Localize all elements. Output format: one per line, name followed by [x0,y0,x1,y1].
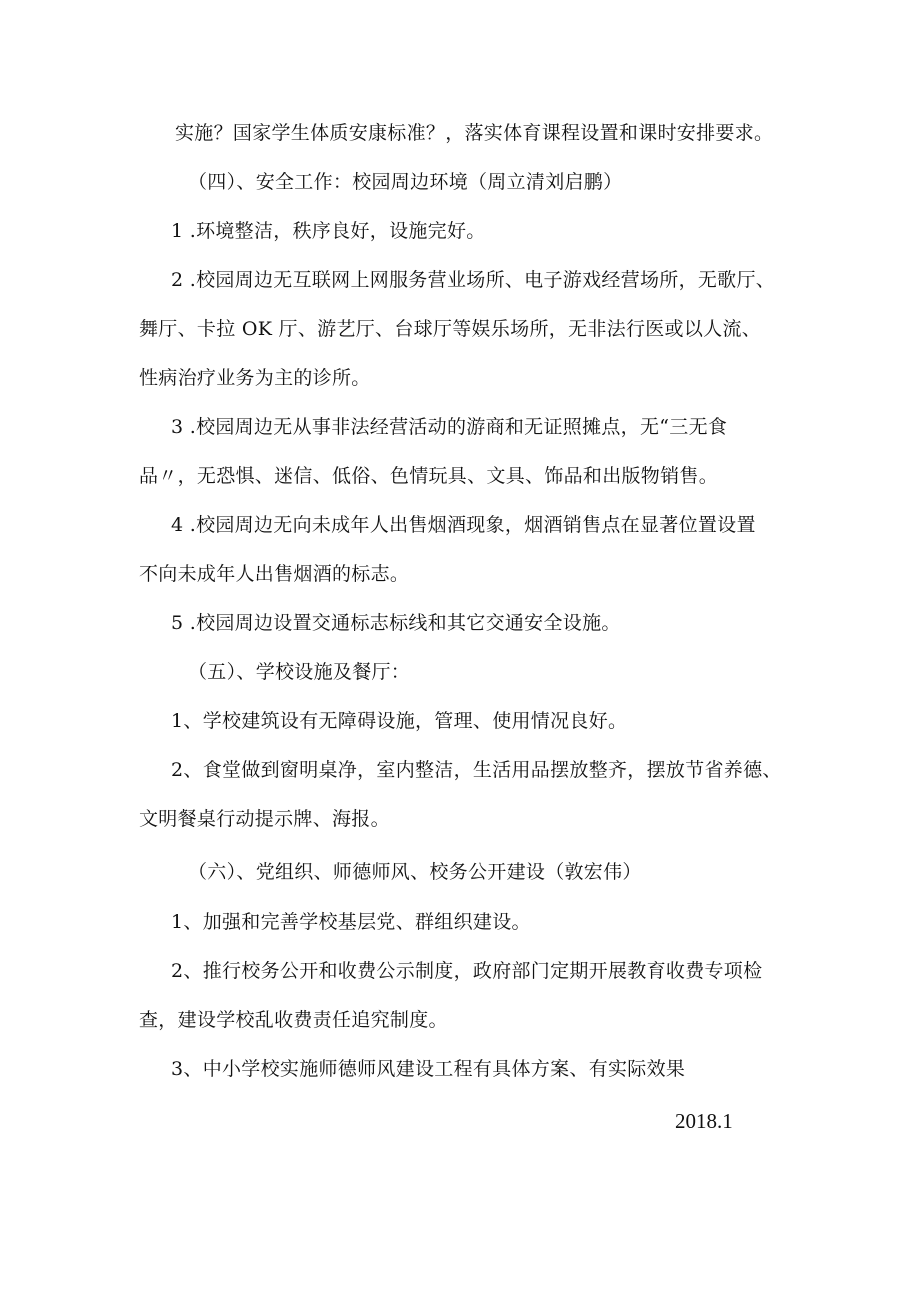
item-3-line-1: 3 .校园周边无从事非法经营活动的游商和无证照摊点，无“三无食 [171,416,728,438]
item-4-line-1: 4 .校园周边无向未成年人出售烟酒现象，烟酒销售点在显著位置设置 [171,514,756,536]
section-heading-party: （六）、党组织、师德师风、校务公开建设（敦宏伟） [188,861,642,883]
party-item-3: 3、中小学校实施师德师风建设工程有具体方案、有实际效果 [171,1058,686,1080]
party-item-2-line-2: 查，建设学校乱收费责任追究制度。 [139,1009,448,1031]
facility-item-2-line-2: 文明餐桌行动提示牌、海报。 [139,808,390,830]
item-2-line-3: 性病治疗业务为主的诊所。 [139,367,371,389]
section-heading-facilities: （五）、学校设施及餐厅： [188,661,411,683]
item-3-line-2: 品〃，无恐惧、迷信、低俗、色情玩具、文具、饰品和出版物销售。 [139,465,719,487]
facility-item-2-line-1: 2、食堂做到窗明桌净，室内整洁，生活用品摆放整齐，摆放节省养德、 [171,759,782,781]
item-2-line-1: 2 .校园周边无互联网上网服务营业场所、电子游戏经营场所，无歌厅、 [171,269,776,291]
item-5-traffic: 5 .校园周边设置交通标志标线和其它交通安全设施。 [171,612,621,634]
document-date: 2018.1 [675,1109,733,1133]
text-line-continuation-pe-standard: 实施？国家学生体质安康标准？，落实体育课程设置和课时安排要求。 [175,122,774,144]
item-2-line-2: 舞厅、卡拉 OK 厅、游艺厅、台球厅等娱乐场所，无非法行医或以人流、 [139,318,762,340]
item-4-line-2: 不向未成年人出售烟酒的标志。 [139,563,410,585]
facility-item-1: 1、学校建筑设有无障碍设施，管理、使用情况良好。 [171,710,628,732]
item-1-environment: 1 .环境整洁，秩序良好，设施完好。 [171,220,486,242]
party-item-2-line-1: 2、推行校务公开和收费公示制度，政府部门定期开展教育收费专项检 [171,960,763,982]
party-item-1: 1、加强和完善学校基层党、群组织建设。 [171,911,531,933]
section-heading-safety: （四）、安全工作：校园周边环境（周立清刘启鹏） [188,171,623,193]
